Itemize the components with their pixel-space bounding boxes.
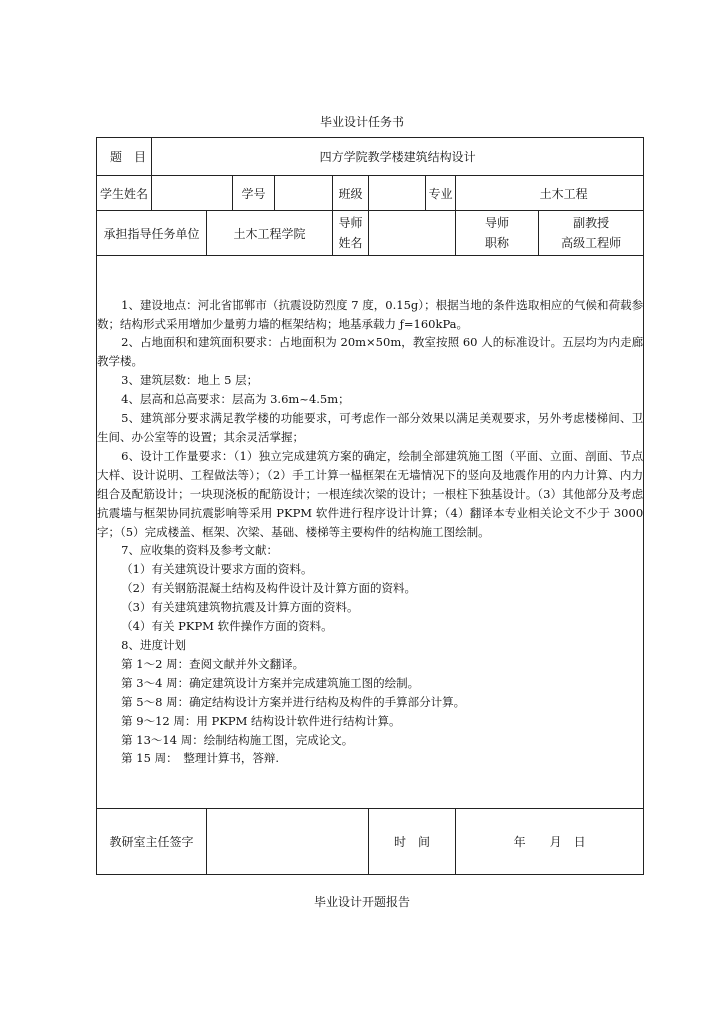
topic-value[interactable]: 四方学院教学楼建筑结构设计 [152,138,644,176]
advisor-label-line-2: 姓名 [338,236,363,250]
sign-field[interactable] [207,809,369,875]
task-form-table [96,137,644,875]
major-field[interactable]: 土木工程 [456,176,644,211]
task-content [97,256,644,809]
topic-row [97,138,644,176]
student-name-label: 学生姓名 [97,176,152,211]
advisor-name-field[interactable] [369,211,456,256]
content-item-6: 6、设计工作量要求：（1）独立完成建筑方案的确定，绘制全部建筑施工图（平面、立面、剖面、节点大样、设计说明、工程做法等）；（2）手工计算一榀框架在无墙情况下的竖向及地震作用的内力计算、内力组合及配筋设计；一块现浇板的配筋设计；一根连续次梁的设计；一根柱下独基设计。（3）其他部分及考虑抗震墙与框架协同抗震影响等采用 PKPM 软件进行程序设计计算；（4）翻译本专业相关论文不少于 3000 字；（5）完成楼盖、框架、次梁、基础、楼梯等主要构件的结构施工图绘制。 [97,448,644,539]
content-item-8: 8、进度计划 [121,637,186,652]
content-item-7: 7、应收集的资料及参考文献： [121,543,278,558]
schedule-item-2: 第 3～4 周：确定建筑设计方案并完成建筑施工图的绘制。 [121,675,420,690]
topic-label: 题 目 [97,138,152,176]
date-field[interactable]: 年 月 日 [456,809,644,875]
student-id-label: 学号 [233,176,275,211]
class-field[interactable] [369,176,426,211]
reference-item-3: （3）有关建筑建筑物抗震及计算方面的资料。 [121,600,359,615]
reference-item-2: （2）有关钢筋混凝土结构及构件设计及计算方面的资料。 [121,581,416,596]
class-label: 班级 [333,176,369,211]
schedule-item-3: 第 5～8 周：确定结构设计方案并进行结构及构件的手算部分计算。 [121,694,466,709]
advisor-row [97,211,644,256]
content-item-2: 2、占地面积和建筑面积要求：占地面积为 20m×50m，教室按照 60 人的标准设计。五层均为内走廊教学楼。 [97,335,644,369]
title-value-line-1: 副教授 [573,216,610,230]
content-item-3: 3、建筑层数：地上 5 层； [121,373,259,388]
advisor-name-label [333,211,369,256]
major-label: 专业 [426,176,456,211]
schedule-item-1: 第 1～2 周：查阅文献并外文翻译。 [121,656,305,671]
title-value-line-2: 高级工程师 [561,236,622,250]
reference-item-1: （1）有关建筑设计要求方面的资料。 [121,562,313,577]
schedule-item-5: 第 13～14 周：绘制结构施工图，完成论文。 [121,732,354,747]
content-row [97,256,644,809]
student-name-field[interactable] [152,176,233,211]
signature-row [97,809,644,875]
next-section-title: 毕业设计开题报告 [313,895,410,909]
content-item-4: 4、层高和总高要求：层高为 3.6m~4.5m； [121,392,350,407]
advisor-title-field[interactable] [539,211,644,256]
time-label: 时 间 [369,809,456,875]
advisor-title-label [456,211,539,256]
title-label-line-2: 职称 [484,236,509,250]
reference-item-4: （4）有关 PKPM 软件操作方面的资料。 [121,619,333,634]
schedule-item-6: 第 15 周： 整理计算书，答辩. [121,751,279,766]
document-title: 毕业设计任务书 [319,115,404,129]
content-item-1: 1、建设地点：河北省邯郸市（抗震设防烈度 7 度，0.15g）；根据当地的条件选取相应的气候和荷载参数；结构形式采用增加少量剪力墙的框架结构；地基承载力 ƒ=160kPa。 [97,297,644,331]
student-id-field[interactable] [275,176,333,211]
unit-label: 承担指导任务单位 [97,211,207,256]
schedule-item-4: 第 9～12 周：用 PKPM 结构设计软件进行结构计算。 [121,713,401,728]
advisor-label-line-1: 导师 [338,216,363,230]
unit-field[interactable]: 土木工程学院 [207,211,333,256]
content-item-5: 5、建筑部分要求满足教学楼的功能要求，可考虑作一部分效果以满足美观要求，另外考虑楼梯间、卫生间、办公室等的设置；其余灵活掌握； [97,411,644,445]
title-label-line-1: 导师 [484,216,509,230]
sign-label: 教研室主任签字 [97,809,207,875]
student-row [97,176,644,211]
